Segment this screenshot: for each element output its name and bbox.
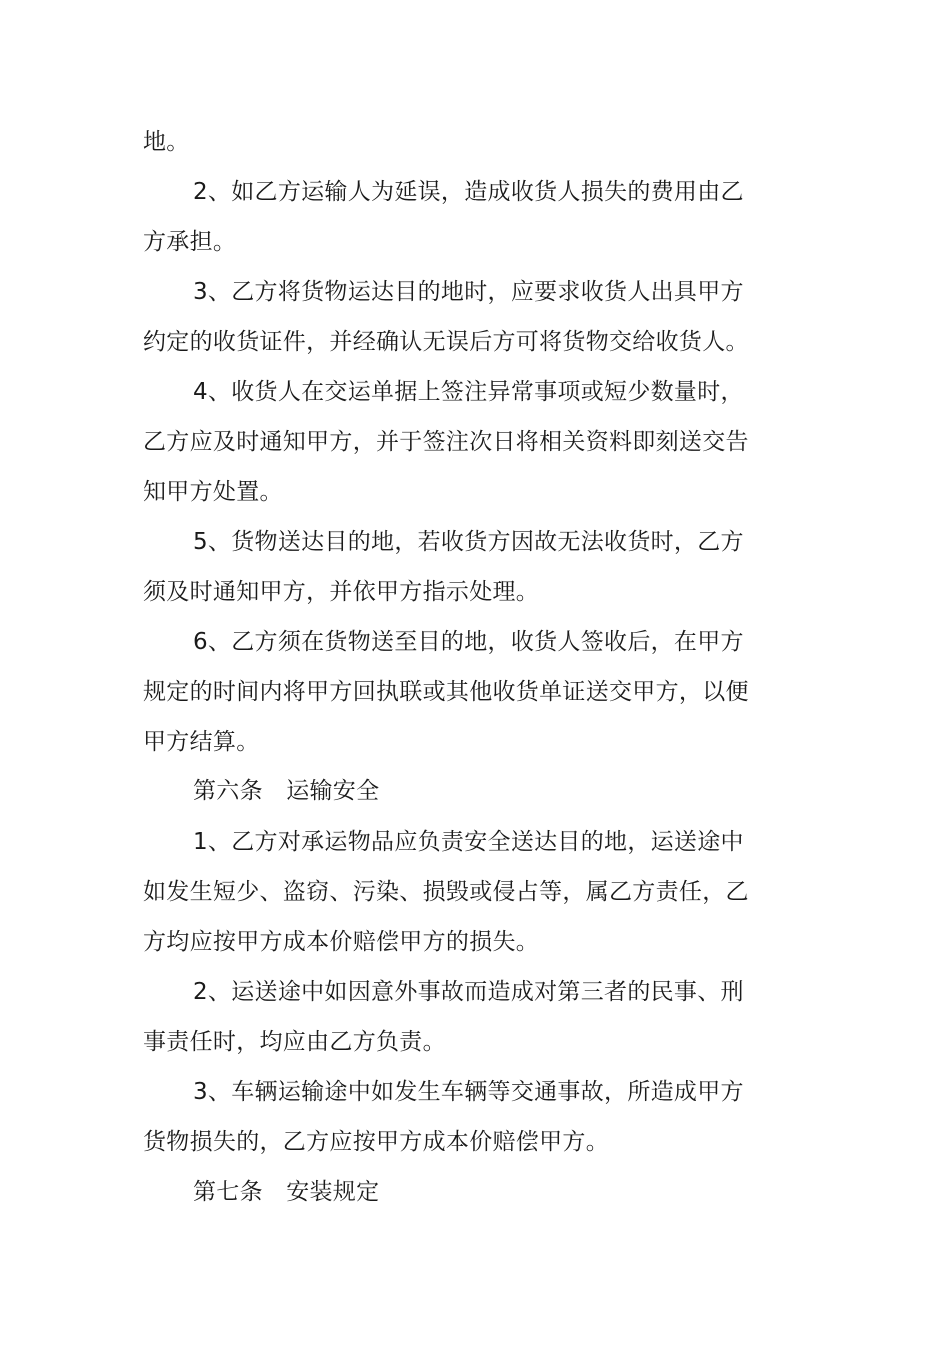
text-line: 须及时通知甲方，并依甲方指示处理。 — [143, 579, 540, 605]
text-line: 约定的收货证件，并经确认无误后方可将货物交给收货人。 — [143, 329, 749, 355]
clause-3-line: 3、车辆运输途中如发生车辆等交通事故，所造成甲方 — [193, 1079, 744, 1105]
text-line: 知甲方处置。 — [143, 479, 283, 505]
text-line: 货物损失的，乙方应按甲方成本价赔偿甲方。 — [143, 1129, 609, 1155]
clause-3-line: 3、乙方将货物运达目的地时，应要求收货人出具甲方 — [193, 279, 744, 305]
article-6-heading: 第六条 运输安全 — [193, 778, 380, 804]
text-line: 事责任时，均应由乙方负责。 — [143, 1029, 446, 1055]
clause-1-line: 1、乙方对承运物品应负责安全送达目的地，运送途中 — [193, 829, 744, 855]
article-7-heading: 第七条 安装规定 — [193, 1179, 380, 1205]
text-line: 规定的时间内将甲方回执联或其他收货单证送交甲方，以便 — [143, 679, 749, 705]
text-line: 如发生短少、盗窃、污染、损毁或侵占等，属乙方责任，乙 — [143, 879, 749, 905]
clause-2-line: 2、如乙方运输人为延误，造成收货人损失的费用由乙 — [193, 179, 744, 205]
text-line: 方承担。 — [143, 229, 237, 255]
clause-4-line: 4、收货人在交运单据上签注异常事项或短少数量时， — [193, 379, 744, 405]
text-line: 方均应按甲方成本价赔偿甲方的损失。 — [143, 929, 540, 955]
clause-6-line: 6、乙方须在货物送至目的地，收货人签收后，在甲方 — [193, 629, 744, 655]
text-line: 甲方结算。 — [143, 729, 260, 755]
text-line: 地。 — [143, 129, 190, 155]
text-line: 乙方应及时通知甲方，并于签注次日将相关资料即刻送交告 — [143, 429, 749, 455]
clause-5-line: 5、货物送达目的地，若收货方因故无法收货时，乙方 — [193, 529, 744, 555]
clause-2-line: 2、运送途中如因意外事故而造成对第三者的民事、刑 — [193, 979, 744, 1005]
